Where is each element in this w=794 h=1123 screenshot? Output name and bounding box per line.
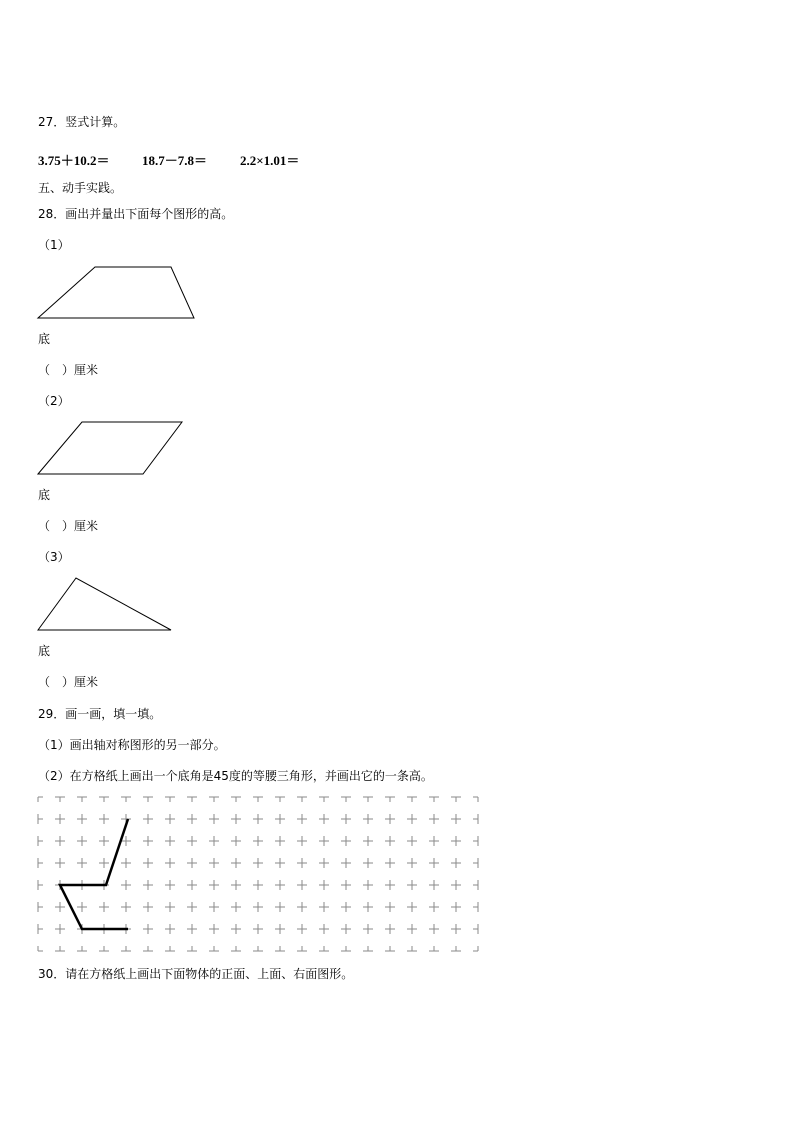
q29-sub2: （2）在方格纸上画出一个底角是45度的等腰三角形，并画出它的一条高。	[38, 769, 433, 783]
q28-part3-label: （3）	[38, 550, 70, 564]
symmetric-figure-half	[60, 819, 128, 929]
q28-title: 28．画出并量出下面每个图形的高。	[38, 207, 234, 221]
q28-part1-answer: （ ）厘米	[38, 363, 99, 377]
calc-item-2: 18.7－7.8＝	[142, 153, 208, 168]
q27-title: 27．竖式计算。	[38, 115, 126, 129]
q28-part2-answer: （ ）厘米	[38, 519, 99, 533]
q28-part1-label: （1）	[38, 238, 70, 252]
calc-item-3: 2.2×1.01＝	[240, 153, 300, 168]
q28-part3-answer: （ ）厘米	[38, 675, 99, 689]
calc-item-1: 3.75＋10.2＝	[38, 153, 110, 168]
q28-part1-base: 底	[38, 332, 51, 346]
q30-title: 30．请在方格纸上画出下面物体的正面、上面、右面图形。	[38, 967, 354, 981]
section-5-title: 五、动手实践。	[38, 181, 123, 195]
q29-title: 29．画一画，填一填。	[38, 707, 162, 721]
q29-sub1: （1）画出轴对称图形的另一部分。	[38, 738, 226, 752]
q28-part2-base: 底	[38, 488, 51, 502]
q28-part3-base: 底	[38, 644, 51, 658]
q28-part2-label: （2）	[38, 394, 70, 408]
